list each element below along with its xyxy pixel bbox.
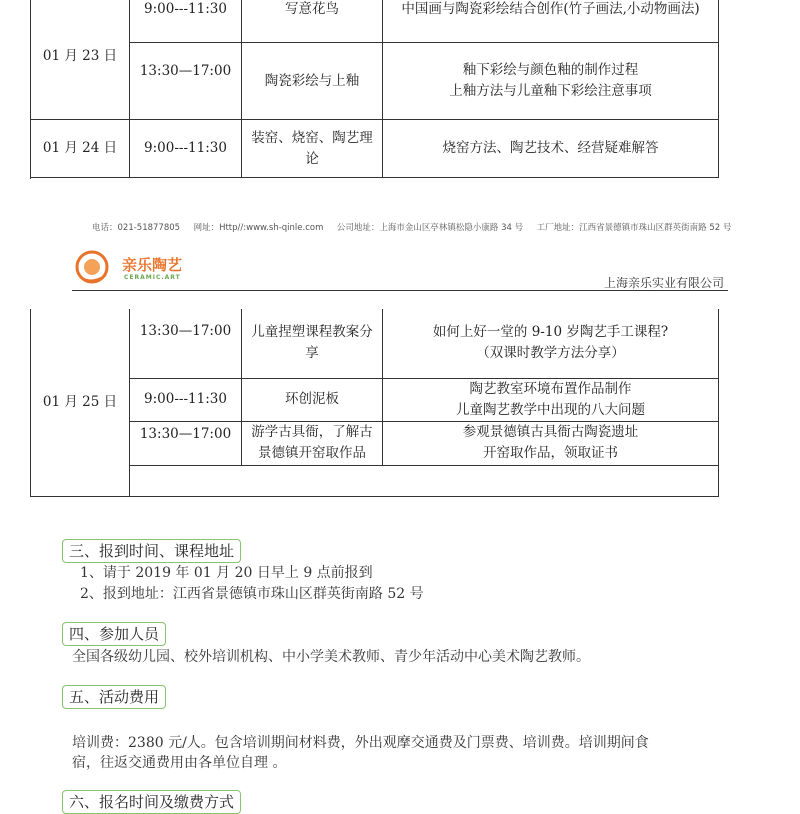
topic-cell: 陶瓷彩绘与上釉	[242, 43, 383, 120]
content-cell	[383, 421, 719, 465]
content-line: （双课时教学方法分享）	[476, 345, 625, 362]
topic-line: 享	[305, 345, 319, 362]
content-cell	[383, 309, 719, 378]
section-3-line-1: 1、请于 2019 年 01 月 20 日早上 9 点前报到	[80, 565, 373, 581]
header-rule	[72, 290, 728, 291]
time-cell: 13:30—17:00	[130, 43, 242, 120]
company-logo	[72, 247, 202, 287]
schedule-table-top	[30, 0, 719, 178]
content-line: 开窑取作品，领取证书	[483, 445, 618, 461]
section-3-line-2: 2、报到地址：江西省景德镇市珠山区群英街南路 52 号	[80, 586, 424, 602]
logo-english-text: CERAMIC.ART	[124, 274, 181, 281]
topic-line: 景德镇开窑取作品	[258, 445, 366, 461]
content-cell	[383, 378, 719, 421]
section-3-heading: 三、报到时间、课程地址	[62, 539, 241, 563]
content-cell: 中国画与陶瓷彩绘结合创作(竹子画法,小动物画法)	[383, 0, 719, 43]
section-5-heading: 五、活动费用	[62, 685, 166, 709]
content-line: 上釉方法与儿童釉下彩绘注意事项	[449, 83, 652, 99]
schedule-table-bottom	[30, 309, 719, 497]
page-footer	[92, 221, 732, 233]
footer-company-address: 公司地址：上海市金山区亭林镇松隐小康路 34 号	[336, 223, 524, 233]
topic-line: 装窑、烧窑、陶艺理	[251, 129, 373, 146]
date-cell: 01 月 24 日	[31, 120, 130, 178]
section-5-text-2: 宿，往返交通费用由各单位自理 。	[72, 755, 287, 771]
date-cell: 01 月 23 日	[31, 0, 130, 120]
date-cell: 01 月 25 日	[31, 309, 130, 496]
topic-line: 论	[305, 150, 319, 167]
section-4-heading: 四、参加人员	[62, 622, 166, 646]
footer-factory-address: 工厂地址：江西省景德镇市珠山区群英街南路 52 号	[536, 223, 732, 233]
time-cell: 9:00---11:30	[130, 120, 242, 178]
section-5-text-1: 培训费：2380 元/人。包含培训期间材料费，外出观摩交通费及门票费、培训费。培训期间食	[72, 735, 649, 751]
section-6-heading: 六、报名时间及缴费方式	[62, 790, 241, 814]
topic-cell: 环创泥板	[242, 378, 383, 421]
topic-line: 游学古具衙，了解古	[251, 424, 373, 440]
time-cell: 13:30—17:00	[130, 309, 242, 378]
logo-chinese-text: 亲乐陶艺	[122, 256, 183, 274]
table-continuation-edge	[30, 177, 31, 179]
time-cell: 9:00---11:30	[130, 378, 242, 421]
topic-line: 儿童捏塑课程教案分	[251, 324, 373, 341]
topic-cell: 写意花鸟	[242, 0, 383, 43]
topic-cell	[242, 309, 383, 378]
company-name: 上海亲乐实业有限公司	[604, 276, 725, 290]
content-line: 参观景德镇古具衙古陶瓷遗址	[462, 424, 639, 440]
content-cell	[383, 43, 719, 120]
footer-web: 网址：Http//:www.sh-qinle.com	[193, 223, 324, 233]
topic-cell	[242, 120, 383, 178]
topic-cell	[242, 421, 383, 465]
section-4-text: 全国各级幼儿园、校外培训机构、中小学美术教师、青少年活动中心美术陶艺教师。	[72, 649, 590, 665]
content-line: 儿童陶艺教学中出现的八大问题	[456, 401, 645, 418]
content-line: 釉下彩绘与颜色釉的制作过程	[462, 62, 639, 78]
content-line: 如何上好一堂的 9-10 岁陶艺手工课程?	[432, 324, 669, 341]
empty-row	[130, 465, 719, 496]
time-cell: 9:00---11:30	[130, 0, 242, 43]
content-cell: 烧窑方法、陶艺技术、经营疑难解答	[383, 120, 719, 178]
time-cell: 13:30—17:00	[130, 421, 242, 465]
footer-phone: 电话：021-51877805	[92, 223, 181, 233]
content-line: 陶艺教室环境布置作品制作	[469, 380, 632, 397]
